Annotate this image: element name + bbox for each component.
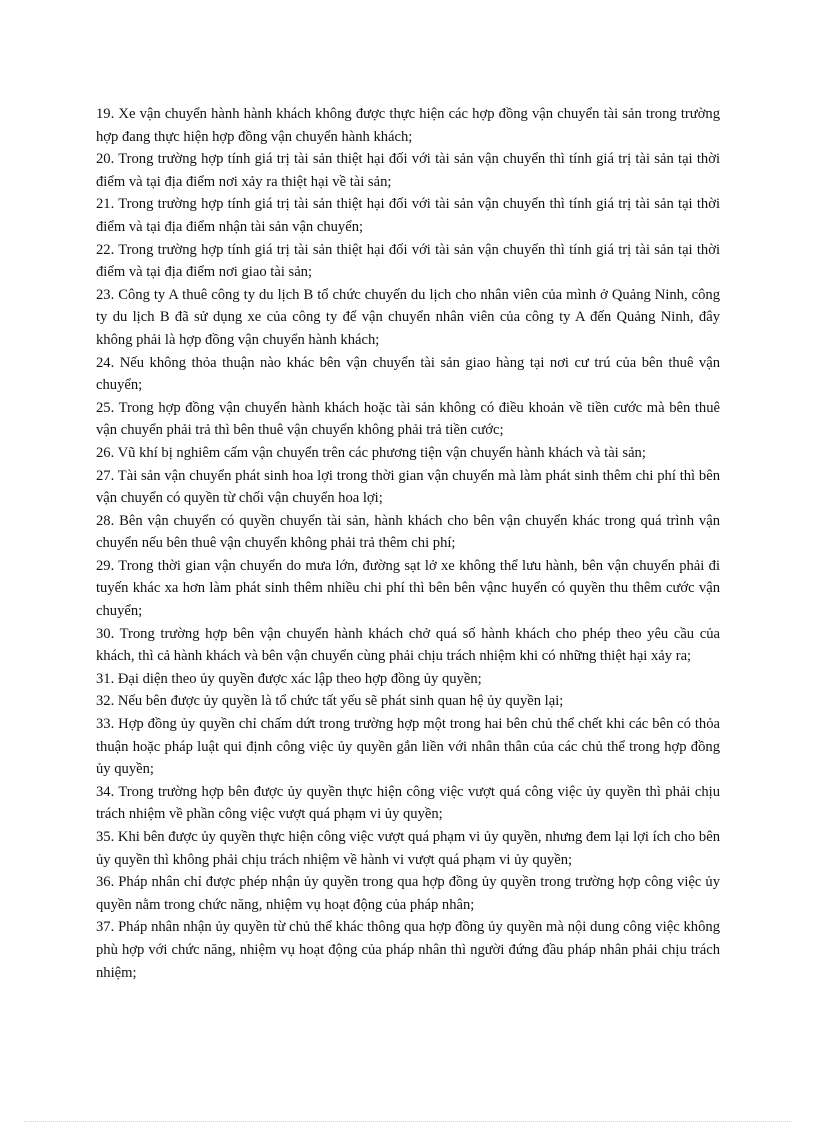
statement-21: 21. Trong trường hợp tính giá trị tài sản thiệt hại đối với tài sản vận chuyển thì tính giá trị tài sản tại thời điểm và tại địa điểm nhận tài sản vận chuyển;: [96, 196, 720, 235]
statement-37: 37. Pháp nhân nhận ủy quyền từ chủ thể khác thông qua hợp đồng ủy quyền mà nội dung công việc không phù hợp với chức năng, nhiệm vụ hoạt động của pháp nhân thì người đứng đầu pháp nhân phải chịu trách nhiệm;: [96, 919, 720, 981]
page-bottom-border: [24, 1121, 792, 1122]
statement-27: 27. Tài sản vận chuyển phát sinh hoa lợi trong thời gian vận chuyển mà làm phát sinh thêm chi phí thì bên vận chuyển có quyền từ chối vận chuyển hoa lợi;: [96, 467, 720, 507]
statement-28: 28. Bên vận chuyển có quyền chuyển tài sản, hành khách cho bên vận chuyển khác trong quá trình vận chuyển nếu bên thuê vận chuyển không phải trả thêm chi phí;: [96, 512, 720, 552]
statement-33: 33. Hợp đồng ủy quyền chỉ chấm dứt trong trường hợp một trong hai bên chủ thể chết khi các bên có thỏa thuận hoặc pháp luật qui định công việc ủy quyền gắn liền với nhân thân của các chủ thể trong hợp đồng ủy quyền;: [96, 716, 720, 778]
statement-25: 25. Trong hợp đồng vận chuyển hành khách hoặc tài sản không có điều khoản về tiền cước mà bên thuê vận chuyển phải trả thì bên thuê vận chuyển không phải trả tiền cước;: [96, 399, 720, 439]
statement-19: 19. Xe vận chuyển hành hành khách không được thực hiện các hợp đồng vận chuyển tài sản trong trường hợp đang thực hiện hợp đồng vận chuyển hành khách;: [96, 106, 720, 145]
document-body: [96, 103, 720, 984]
statement-34: 34. Trong trường hợp bên được ủy quyền thực hiện công việc vượt quá công việc ủy quyền thì phải chịu trách nhiệm về phần công việc vượt quá phạm vi ủy quyền;: [96, 783, 720, 823]
statement-35: 35. Khi bên được ủy quyền thực hiện công việc vượt quá phạm vi ủy quyền, nhưng đem lại lợi ích cho bên ủy quyền thì không phải chịu trách nhiệm về hành vi vượt quá phạm vi ủy quyền;: [96, 829, 720, 868]
statement-29: 29. Trong thời gian vận chuyển do mưa lớn, đường sạt lở xe không thể lưu hành, bên vận chuyển phải đi tuyến khác xa hơn làm phát sinh thêm nhiều chi phí thì bên bên vậnc huyển có quyền thu thêm cước vận chuyển;: [96, 557, 720, 620]
statement-23: 23. Công ty A thuê công ty du lịch B tổ chức chuyến du lịch cho nhân viên của mình ở Quảng Ninh, công ty du lịch B đã sử dụng xe của công ty để vận chuyển nhân viên của công ty A đến Quảng Ninh, đây không phải là hợp đồng vận chuyển hành khách;: [96, 286, 720, 348]
statement-24: 24. Nếu không thỏa thuận nào khác bên vận chuyển tài sản giao hàng tại nơi cư trú của bên thuê vận chuyển;: [96, 354, 720, 394]
statement-22: 22. Trong trường hợp tính giá trị tài sản thiệt hại đối với tài sản vận chuyển thì tính giá trị tài sản tại thời điểm và tại địa điểm nơi giao tài sản;: [96, 241, 720, 281]
statement-26: 26. Vũ khí bị nghiêm cấm vận chuyển trên các phương tiện vận chuyển hành khách và tài sản;: [96, 444, 646, 461]
statement-31: 31. Đại diện theo ủy quyền được xác lập theo hợp đồng ủy quyền;: [96, 670, 482, 687]
statement-36: 36. Pháp nhân chỉ được phép nhận ủy quyền trong qua hợp đồng ủy quyền trong trường hợp công việc ủy quyền nằm trong chức năng, nhiệm vụ hoạt động của pháp nhân;: [96, 874, 720, 913]
statement-32: 32. Nếu bên được ủy quyền là tổ chức tất yếu sẽ phát sinh quan hệ ủy quyền lại;: [96, 693, 564, 710]
statement-30: 30. Trong trường hợp bên vận chuyển hành khách chở quá số hành khách cho phép theo yêu cầu của khách, thì cả hành khách và bên vận chuyển cùng phải chịu trách nhiệm khi có những thiệt hại xảy ra;: [96, 625, 720, 665]
statement-20: 20. Trong trường hợp tính giá trị tài sản thiệt hại đối với tài sản vận chuyển thì tính giá trị tài sản tại thời điểm và tại địa điểm nơi xảy ra thiệt hại về tài sản;: [96, 151, 720, 190]
